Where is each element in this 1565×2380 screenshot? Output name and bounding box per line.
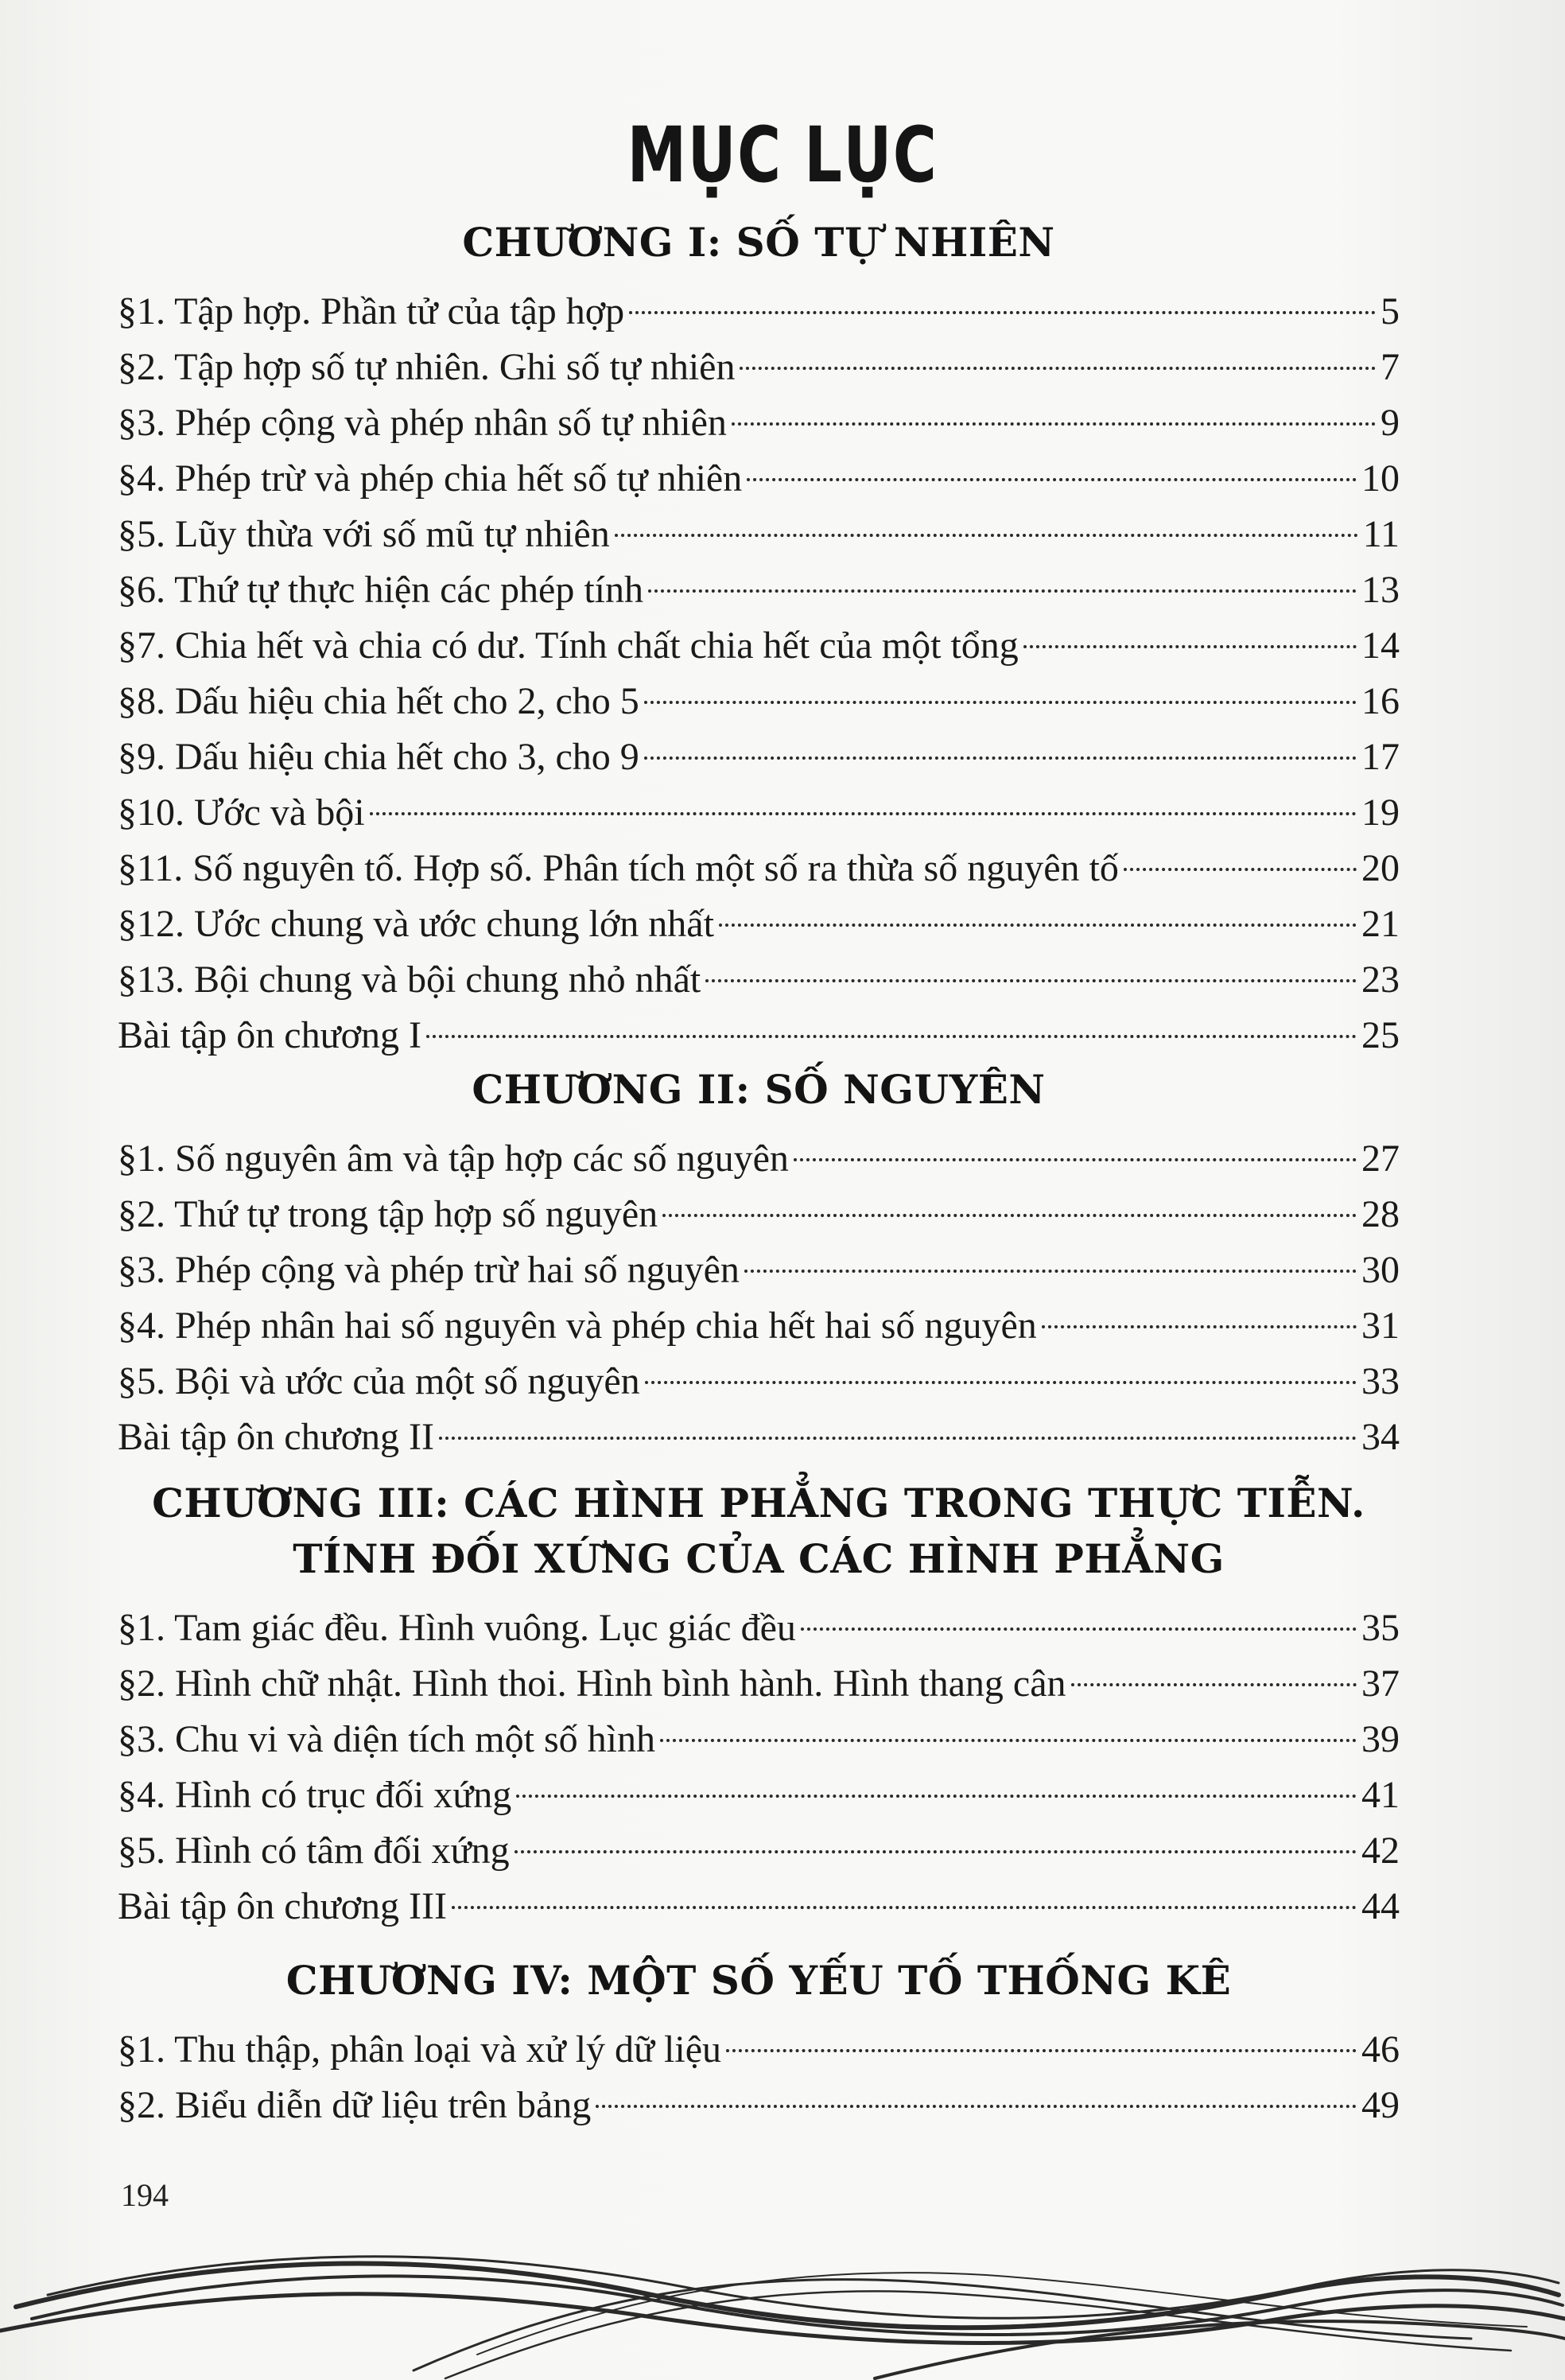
dot-leader xyxy=(794,1158,1357,1161)
entry-title: Bài tập ôn chương III xyxy=(118,1885,447,1927)
entry-title: Bài tập ôn chương II xyxy=(118,1416,434,1458)
toc-entry xyxy=(118,2078,1400,2133)
entry-page: 20 xyxy=(1361,847,1400,889)
dot-leader xyxy=(439,1437,1357,1440)
toc-entry xyxy=(118,1354,1400,1410)
chapter-heading-3-line2: TÍNH ĐỐI XỨNG CỦA CÁC HÌNH PHẲNG xyxy=(293,1535,1225,1582)
dot-leader xyxy=(1042,1325,1357,1328)
toc-entry xyxy=(118,284,1400,340)
entry-title: §12. Ước chung và ước chung lớn nhất xyxy=(118,903,714,945)
dot-leader xyxy=(516,1795,1357,1798)
toc-entry xyxy=(118,1298,1400,1354)
dot-leader xyxy=(615,534,1358,537)
toc-entry xyxy=(118,507,1400,562)
toc-entry xyxy=(118,562,1400,618)
dot-leader xyxy=(644,756,1357,760)
dot-leader xyxy=(744,1270,1357,1273)
entry-page: 37 xyxy=(1361,1662,1400,1705)
toc-chapter-4 xyxy=(118,2022,1400,2133)
toc-entry xyxy=(118,395,1400,451)
entry-page: 7 xyxy=(1381,346,1400,388)
chapter-heading-1: CHƯƠNG I: SỐ TỰ NHIÊN xyxy=(462,219,1055,266)
toc-entry xyxy=(118,340,1400,395)
entry-title: §4. Phép trừ và phép chia hết số tự nhiên xyxy=(118,457,743,500)
toc-entry xyxy=(118,896,1400,952)
entry-title: §11. Số nguyên tố. Hợp số. Phân tích một số ra thừa số nguyên tố xyxy=(118,847,1119,889)
entry-page: 31 xyxy=(1361,1305,1400,1347)
entry-page: 11 xyxy=(1362,513,1400,555)
toc-entry xyxy=(118,841,1400,896)
entry-page: 10 xyxy=(1361,457,1400,500)
entry-page: 16 xyxy=(1361,680,1400,722)
entry-title: §5. Bội và ước của một số nguyên xyxy=(118,1360,640,1402)
entry-title: §2. Thứ tự trong tập hợp số nguyên xyxy=(118,1193,658,1235)
toc-entry xyxy=(118,674,1400,729)
decorative-wave-ornament xyxy=(0,2219,1565,2380)
dot-leader xyxy=(747,478,1357,481)
toc-chapter-3 xyxy=(118,1600,1400,1935)
toc-entry xyxy=(118,1187,1400,1242)
page-title: MỤC LỤC xyxy=(627,111,938,200)
dot-leader xyxy=(1071,1683,1357,1686)
toc-entry xyxy=(118,1242,1400,1298)
chapter-heading-4: CHƯƠNG IV: MỘT SỐ YẾU TỐ THỐNG KÊ xyxy=(285,1957,1232,2004)
toc-entry xyxy=(118,1600,1400,1656)
dot-leader xyxy=(660,1739,1357,1742)
dot-leader xyxy=(370,812,1357,815)
entry-page: 25 xyxy=(1361,1014,1400,1056)
toc-entry xyxy=(118,451,1400,507)
entry-page: 9 xyxy=(1381,402,1400,444)
entry-page: 44 xyxy=(1361,1885,1400,1927)
entry-page: 28 xyxy=(1361,1193,1400,1235)
dot-leader xyxy=(645,1381,1357,1384)
toc-entry xyxy=(118,1712,1400,1768)
entry-page: 23 xyxy=(1361,959,1400,1001)
dot-leader xyxy=(1124,868,1357,871)
entry-title: §2. Biểu diễn dữ liệu trên bảng xyxy=(118,2084,592,2126)
entry-title: Bài tập ôn chương I xyxy=(118,1014,421,1056)
entry-page: 17 xyxy=(1361,736,1400,778)
entry-title: §1. Số nguyên âm và tập hợp các số nguyên xyxy=(118,1138,789,1180)
entry-page: 34 xyxy=(1361,1416,1400,1458)
entry-title: §4. Hình có trục đối xứng xyxy=(118,1774,512,1816)
dot-leader xyxy=(801,1628,1357,1631)
toc-entry xyxy=(118,1768,1400,1823)
entry-page: 35 xyxy=(1361,1607,1400,1649)
dot-leader xyxy=(1023,645,1357,648)
entry-title: §3. Phép cộng và phép trừ hai số nguyên xyxy=(118,1249,740,1291)
toc-entry xyxy=(118,1008,1400,1064)
entry-page: 5 xyxy=(1381,290,1400,332)
entry-title: §5. Lũy thừa với số mũ tự nhiên xyxy=(118,513,610,555)
entry-page: 49 xyxy=(1361,2084,1400,2126)
dot-leader xyxy=(719,924,1357,927)
toc-entry xyxy=(118,618,1400,674)
entry-page: 30 xyxy=(1361,1249,1400,1291)
entry-title: §10. Ước và bội xyxy=(118,791,365,834)
entry-title: §6. Thứ tự thực hiện các phép tính xyxy=(118,569,644,611)
dot-leader xyxy=(596,2105,1357,2108)
dot-leader xyxy=(648,589,1357,593)
chapter-heading-3-line1: CHƯƠNG III: CÁC HÌNH PHẲNG TRONG THỰC TIỄN. xyxy=(152,1480,1365,1526)
toc-entry xyxy=(118,1879,1400,1935)
dot-leader xyxy=(705,979,1357,982)
entry-title: §3. Phép cộng và phép nhân số tự nhiên xyxy=(118,402,727,444)
entry-page: 46 xyxy=(1361,2028,1400,2071)
entry-title: §9. Dấu hiệu chia hết cho 3, cho 9 xyxy=(118,736,639,778)
entry-page: 19 xyxy=(1361,791,1400,834)
page-number: 194 xyxy=(121,2177,169,2213)
toc-entry xyxy=(118,785,1400,841)
entry-title: §8. Dấu hiệu chia hết cho 2, cho 5 xyxy=(118,680,639,722)
entry-page: 39 xyxy=(1361,1718,1400,1760)
toc-entry xyxy=(118,1410,1400,1465)
dot-leader xyxy=(452,1906,1357,1909)
entry-title: §1. Thu thập, phân loại và xử lý dữ liệu xyxy=(118,2028,722,2071)
entry-page: 14 xyxy=(1361,624,1400,667)
dot-leader xyxy=(740,367,1376,370)
dot-leader xyxy=(629,311,1376,314)
entry-page: 13 xyxy=(1361,569,1400,611)
entry-title: §1. Tam giác đều. Hình vuông. Lục giác đều xyxy=(118,1607,796,1649)
dot-leader xyxy=(515,1850,1357,1853)
entry-title: §13. Bội chung và bội chung nhỏ nhất xyxy=(118,959,701,1001)
toc-entry xyxy=(118,2022,1400,2078)
toc-entry xyxy=(118,952,1400,1008)
toc-entry xyxy=(118,1823,1400,1879)
dot-leader xyxy=(644,701,1357,704)
toc-chapter-1 xyxy=(118,284,1400,1064)
toc-entry xyxy=(118,729,1400,785)
toc-entry xyxy=(118,1131,1400,1187)
chapter-heading-2: CHƯƠNG II: SỐ NGUYÊN xyxy=(472,1066,1046,1113)
entry-page: 27 xyxy=(1361,1138,1400,1180)
dot-leader xyxy=(726,2049,1357,2052)
dot-leader xyxy=(426,1035,1357,1038)
entry-page: 33 xyxy=(1361,1360,1400,1402)
toc-entry xyxy=(118,1656,1400,1712)
dot-leader xyxy=(732,422,1376,426)
entry-title: §5. Hình có tâm đối xứng xyxy=(118,1830,510,1872)
entry-page: 21 xyxy=(1361,903,1400,945)
dot-leader xyxy=(662,1214,1357,1217)
entry-title: §1. Tập hợp. Phần tử của tập hợp xyxy=(118,290,625,332)
entry-title: §3. Chu vi và diện tích một số hình xyxy=(118,1718,655,1760)
entry-title: §7. Chia hết và chia có dư. Tính chất chia hết của một tổng xyxy=(118,624,1019,667)
entry-page: 41 xyxy=(1361,1774,1400,1816)
entry-title: §2. Hình chữ nhật. Hình thoi. Hình bình hành. Hình thang cân xyxy=(118,1662,1066,1705)
entry-title: §2. Tập hợp số tự nhiên. Ghi số tự nhiên xyxy=(118,346,736,388)
entry-title: §4. Phép nhân hai số nguyên và phép chia hết hai số nguyên xyxy=(118,1305,1037,1347)
entry-page: 42 xyxy=(1361,1830,1400,1872)
toc-chapter-2 xyxy=(118,1131,1400,1465)
